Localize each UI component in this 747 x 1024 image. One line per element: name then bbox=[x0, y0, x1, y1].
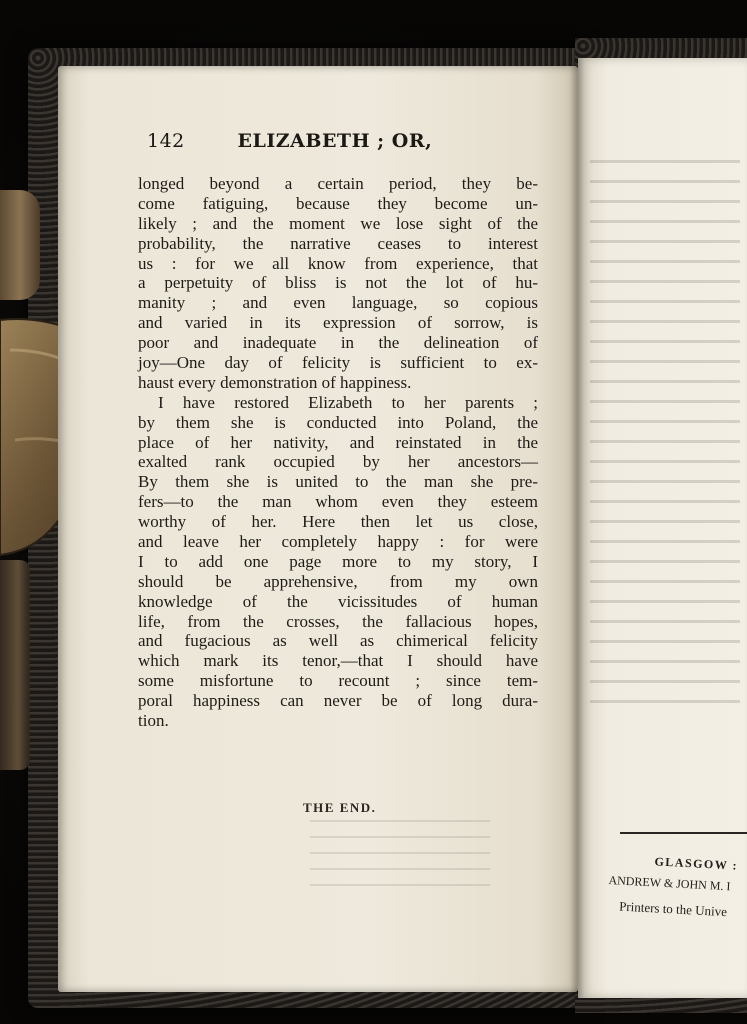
text-line: and leave her completely happy : for were bbox=[138, 532, 538, 552]
text-line: fers—to the man whom even they esteem bbox=[138, 492, 538, 512]
running-head-title: ELIZABETH ; OR, bbox=[237, 130, 433, 152]
text-line: haust every demonstration of happiness. bbox=[138, 372, 412, 392]
text-line: should be apprehensive, from my own bbox=[138, 571, 538, 591]
right-page-show-through bbox=[590, 160, 740, 720]
page-number: 142 bbox=[147, 130, 185, 152]
book-gutter bbox=[570, 58, 584, 998]
imprint-printer-title: Printers to the Unive bbox=[618, 898, 728, 920]
text-line: I have restored Elizabeth to her parents ; bbox=[158, 392, 538, 412]
text-line: poral happiness can never be of long dura- bbox=[138, 691, 538, 711]
text-line: come fatiguing, because they become un- bbox=[138, 193, 538, 213]
text-line: tion. bbox=[138, 711, 169, 731]
imprint-rule bbox=[620, 832, 747, 834]
text-line: place of her nativity, and reinstated in the bbox=[138, 432, 538, 452]
text-line: exalted rank occupied by her ancestors— bbox=[138, 452, 538, 472]
text-line: life, from the crosses, the fallacious hopes, bbox=[138, 611, 538, 631]
text-line: and varied in its expression of sorrow, is bbox=[138, 313, 538, 333]
text-line: poor and inadequate in the delineation of bbox=[138, 333, 538, 353]
text-line: worthy of her. Here then let us close, bbox=[138, 512, 538, 532]
text-line: knowledge of the vicissitudes of human bbox=[138, 591, 538, 611]
show-through-text bbox=[310, 820, 490, 890]
text-line: us : for we all know from experience, that bbox=[138, 253, 538, 273]
text-line: some misfortune to recount ; since tem- bbox=[138, 671, 538, 691]
text-line: joy—One day of felicity is sufficient to ex- bbox=[138, 353, 538, 373]
brass-clasp-upper bbox=[0, 190, 40, 300]
text-line: longed beyond a certain period, they be- bbox=[138, 174, 538, 193]
body-text bbox=[138, 174, 538, 731]
end-mark: THE END. bbox=[303, 800, 377, 815]
text-line: By them she is united to the man she pre- bbox=[138, 472, 538, 492]
text-line: by them she is conducted into Poland, the bbox=[138, 412, 538, 432]
imprint-printer-name: ANDREW & JOHN M. I bbox=[608, 872, 731, 894]
running-head bbox=[147, 130, 477, 152]
text-line: I to add one page more to my story, I bbox=[138, 551, 538, 571]
text-line: probability, the narrative ceases to interest bbox=[138, 233, 538, 253]
brass-clasp-lower bbox=[0, 560, 30, 770]
text-line: which mark its tenor,—that I should have bbox=[138, 651, 538, 671]
text-line: manity ; and even language, so copious bbox=[138, 293, 538, 313]
text-line: and fugacious as well as chimerical felicity bbox=[138, 631, 538, 651]
printer-imprint bbox=[607, 852, 747, 921]
text-line: likely ; and the moment we lose sight of the bbox=[138, 213, 538, 233]
text-line: a perpetuity of bliss is not the lot of hu- bbox=[138, 273, 538, 293]
imprint-city: GLASGOW : bbox=[654, 854, 739, 873]
